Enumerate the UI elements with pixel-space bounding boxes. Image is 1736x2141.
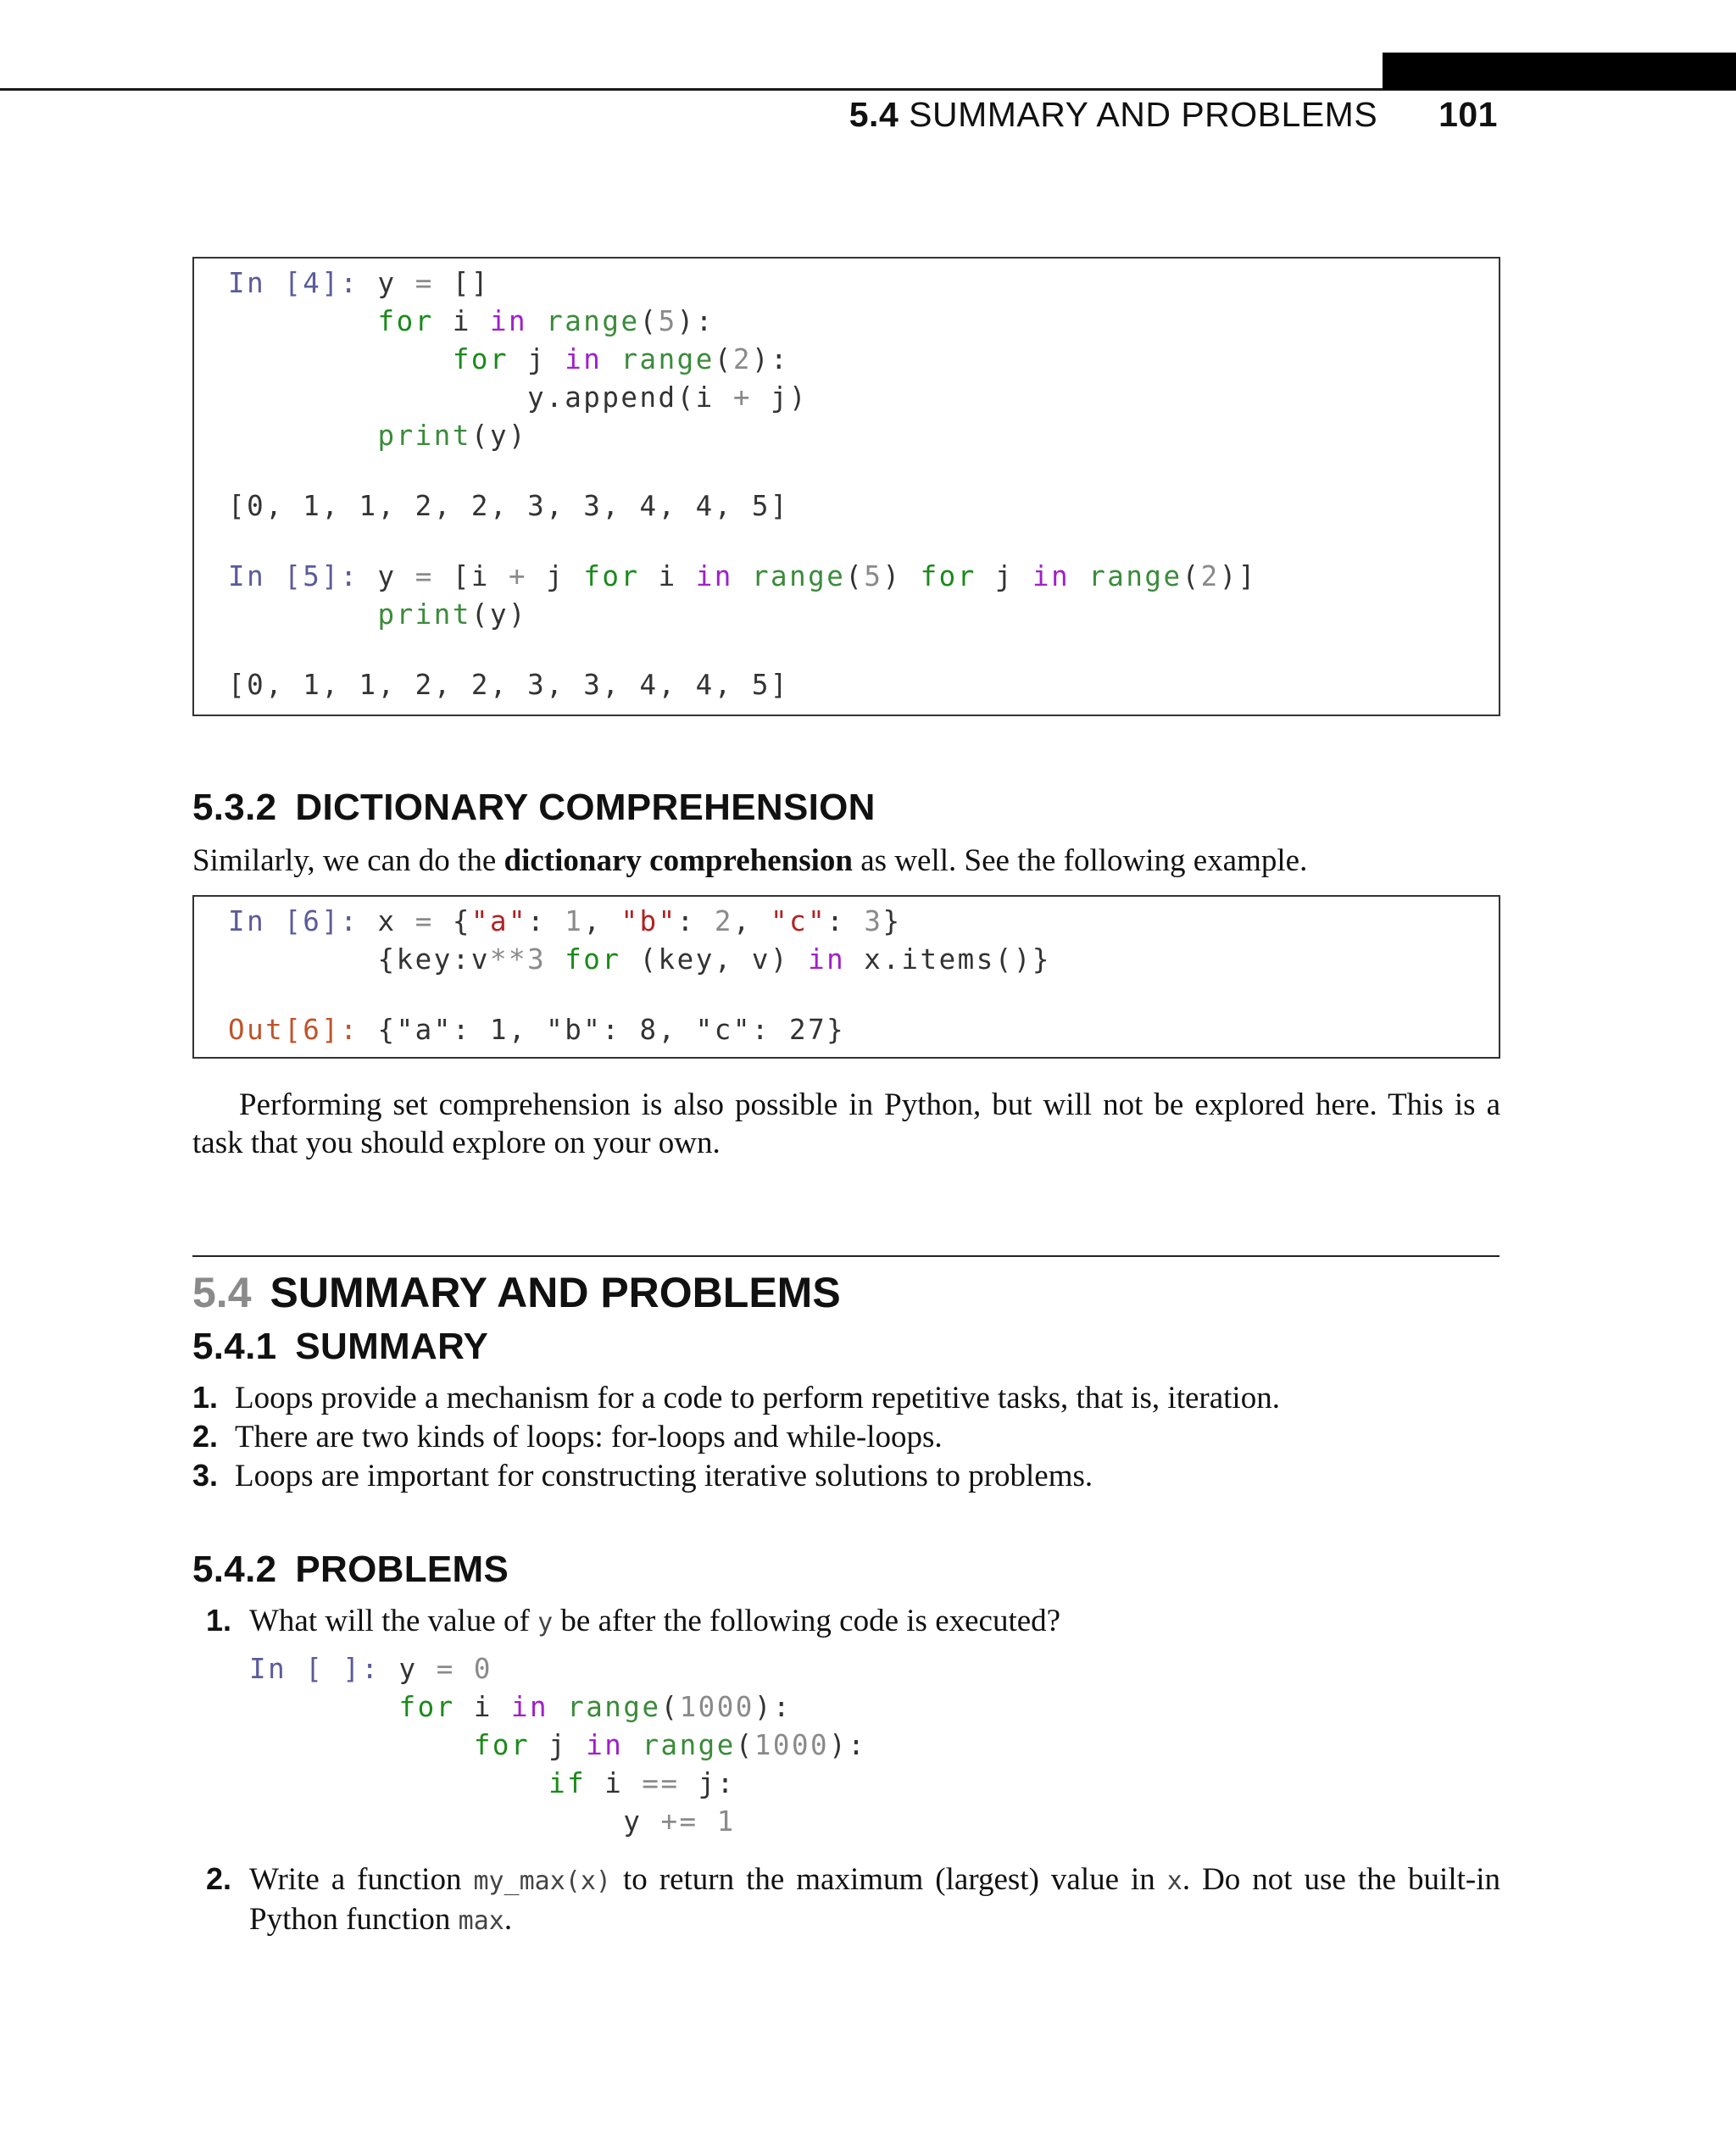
section-rule [192, 1255, 1500, 1257]
code-token [698, 1805, 717, 1838]
code-token: print [377, 598, 471, 631]
code-token: for [920, 560, 976, 592]
code-token: + [509, 560, 528, 592]
code-token: i [639, 560, 696, 592]
code-token: j [976, 560, 1032, 592]
code-token: [] [433, 267, 490, 299]
code-token: (y) [470, 598, 528, 631]
code-token: In [6]: [228, 905, 378, 937]
list-number: 3. [192, 1458, 219, 1493]
list-item [192, 1417, 1280, 1456]
code-token [249, 1729, 474, 1761]
code-token: + [732, 381, 752, 414]
heading-title: SUMMARY [295, 1326, 489, 1367]
code-token: In [5]: [228, 560, 378, 592]
code-token: {"a": 1, "b": 8, "c": 27} [377, 1014, 846, 1046]
code-token [249, 1767, 548, 1799]
code-token: j) [751, 381, 809, 414]
code-token: ( [639, 305, 659, 337]
code-token: i [586, 1767, 643, 1799]
code-token: {key:v [228, 943, 490, 976]
code-line [228, 343, 789, 375]
code-token: 2 [714, 905, 733, 937]
code-token: in [808, 943, 846, 976]
code-token: **3 [489, 943, 547, 976]
code-token: j: [679, 1767, 736, 1799]
heading-title: DICTIONARY COMPREHENSION [295, 787, 876, 828]
code-token: 1 [565, 905, 584, 937]
code-token: = [436, 1653, 455, 1685]
heading-5-3-2 [192, 787, 876, 829]
code-token: ): [829, 1729, 867, 1761]
code-token: ( [845, 560, 865, 592]
code-line [249, 1653, 492, 1685]
code-token: = [415, 560, 434, 592]
code-token: j [527, 560, 584, 592]
running-head [849, 95, 1498, 135]
summary-list [192, 1378, 1280, 1495]
code-token: )] [1219, 560, 1257, 592]
intro-bold-term: dictionary comprehension [504, 843, 853, 878]
code-token: range [546, 305, 640, 337]
problem-text: . [504, 1902, 513, 1937]
problem-text: Write a function [249, 1862, 474, 1897]
code-token: ( [735, 1729, 754, 1761]
code-token: : [527, 905, 565, 937]
code-token: 5 [864, 560, 883, 592]
code-token: j [509, 343, 565, 375]
code-token: range [642, 1729, 736, 1761]
code-token: for [565, 943, 621, 976]
heading-title: PROBLEMS [295, 1549, 509, 1590]
code-token: , [583, 905, 621, 937]
code-token: , [732, 905, 771, 937]
code-token: (y) [470, 420, 528, 452]
problem-number: 1. [206, 1603, 232, 1638]
code-token: for [398, 1691, 455, 1723]
code-token [228, 420, 378, 452]
heading-title: SUMMARY AND PROBLEMS [270, 1269, 841, 1316]
code-token: y [377, 267, 415, 299]
problem-text: . Do not use the built-in [1182, 1862, 1500, 1897]
code-token: for [452, 343, 509, 375]
code-token: x.items()} [845, 943, 1051, 976]
problem-line [206, 1860, 1500, 1900]
problem-line [206, 1900, 1500, 1940]
code-token: for [583, 560, 640, 592]
code-token: in [586, 1729, 624, 1761]
code-token: ): [676, 305, 715, 337]
heading-5-4-2 [192, 1549, 509, 1591]
code-token: y [377, 560, 415, 592]
code-token: { [433, 905, 471, 937]
problem-text: What will the value of [249, 1604, 538, 1638]
code-token [548, 1691, 567, 1723]
paragraph-line: Performing set comprehension is also possible in Python, but will not be explored here. This is a [239, 1087, 1500, 1122]
problem-text: Python function [249, 1902, 459, 1937]
list-number: 1. [192, 1380, 219, 1415]
code-line [228, 598, 527, 631]
code-token: 1 [716, 1805, 736, 1838]
code-token [249, 1691, 399, 1723]
code-token: 3 [864, 905, 883, 937]
problem-text: to return the maximum (largest) value in [611, 1862, 1167, 1897]
list-text: Loops provide a mechanism for a code to perform repetitive tasks, that is, iteration. [235, 1381, 1280, 1415]
inline-code: y [537, 1608, 554, 1638]
code-token: ( [1182, 560, 1201, 592]
code-token: += [660, 1805, 698, 1838]
code-token: for [473, 1729, 531, 1761]
code-token: (key, v) [620, 943, 809, 976]
code-token: in [695, 560, 733, 592]
code-token: y [249, 1805, 661, 1838]
code-token [527, 305, 546, 337]
list-text: There are two kinds of loops: for-loops and while-loops. [235, 1420, 943, 1454]
list-number: 2. [192, 1419, 219, 1454]
code-token: 2 [732, 343, 752, 375]
intro-text-end: as well. See the following example. [852, 843, 1308, 878]
code-token: 1000 [679, 1691, 754, 1723]
code-token: [0, 1, 1, 2, 2, 3, 3, 4, 4, 5] [228, 669, 789, 701]
code-line [228, 305, 715, 337]
code-token: "c" [771, 905, 827, 937]
code-line [228, 560, 1257, 592]
code-line [249, 1805, 736, 1838]
code-token: ( [660, 1691, 680, 1723]
code-token: == [642, 1767, 680, 1799]
code-token: for [377, 305, 434, 337]
heading-5-4-1 [192, 1326, 488, 1368]
code-token: i [433, 305, 490, 337]
code-line [249, 1691, 792, 1723]
code-cell-in4-in5 [192, 257, 1500, 716]
code-token: In [4]: [228, 267, 378, 299]
list-text: Loops are important for constructing iterative solutions to problems. [235, 1459, 1093, 1493]
intro-text: Similarly, we can do the [192, 843, 504, 878]
code-line [228, 267, 490, 299]
code-line [228, 669, 789, 701]
code-token: ) [882, 560, 921, 592]
code-token: 0 [473, 1653, 492, 1685]
code-token: in [489, 305, 528, 337]
code-token: = [415, 905, 434, 937]
code-token: = [415, 267, 434, 299]
heading-number: 5.4.2 [192, 1549, 277, 1590]
code-token: in [565, 343, 603, 375]
code-token [733, 560, 752, 592]
code-token: : [826, 905, 865, 937]
code-line [228, 943, 1051, 976]
code-token [546, 943, 565, 976]
paragraph-line: task that you should explore on your own. [192, 1126, 721, 1160]
code-token: range [567, 1691, 661, 1723]
code-token: print [377, 420, 471, 452]
problem-1 [206, 1601, 1060, 1642]
code-token [228, 343, 453, 375]
code-line [249, 1767, 736, 1799]
code-token [1070, 560, 1088, 592]
code-token: ( [714, 343, 733, 375]
code-token: } [882, 905, 902, 937]
code-token: j [530, 1729, 587, 1761]
heading-number: 5.3.2 [192, 787, 277, 828]
code-token: ): [754, 1691, 793, 1723]
code-line [228, 490, 789, 522]
code-token: : [676, 905, 715, 937]
header-black-tab [1383, 53, 1736, 90]
code-token: In [ ]: [249, 1653, 399, 1685]
code-token: range [1088, 560, 1182, 592]
page-number: 101 [1438, 95, 1498, 134]
heading-number: 5.4.1 [192, 1326, 277, 1367]
code-token [228, 598, 378, 631]
problem-text: be after the following code is executed? [553, 1604, 1061, 1638]
code-token: Out[6]: [228, 1014, 378, 1046]
heading-number: 5.4 [192, 1269, 252, 1316]
code-line [249, 1729, 866, 1761]
code-token [623, 1729, 642, 1761]
code-token [228, 305, 378, 337]
list-item [192, 1456, 1280, 1495]
code-token: x [377, 905, 415, 937]
code-token: in [510, 1691, 549, 1723]
code-token: "b" [620, 905, 677, 937]
heading-5-4 [192, 1268, 841, 1317]
code-token [602, 343, 620, 375]
code-token: range [620, 343, 715, 375]
code-token: if [548, 1767, 587, 1799]
code-token: range [751, 560, 846, 592]
inline-code: x [1166, 1866, 1182, 1896]
code-line [228, 381, 808, 414]
code-token: 5 [658, 305, 677, 337]
code-token: 1000 [754, 1729, 830, 1761]
code-token: "a" [470, 905, 528, 937]
code-token: y [398, 1653, 437, 1685]
code-token: ): [751, 343, 790, 375]
code-token: [0, 1, 1, 2, 2, 3, 3, 4, 4, 5] [228, 490, 789, 522]
code-line [228, 1014, 845, 1046]
list-item [192, 1378, 1280, 1417]
set-comprehension-paragraph [192, 1086, 1500, 1162]
code-token: i [454, 1691, 511, 1723]
code-token: y.append(i [228, 381, 733, 414]
code-cell-in6 [192, 895, 1500, 1059]
code-line [228, 420, 527, 452]
running-head-section-number: 5.4 [849, 95, 899, 134]
running-head-title: SUMMARY AND PROBLEMS [909, 95, 1378, 134]
code-token: in [1032, 560, 1071, 592]
problem-number: 2. [206, 1861, 232, 1896]
code-line [228, 905, 902, 937]
code-token: [i [433, 560, 509, 592]
inline-code: my_max(x) [473, 1866, 611, 1896]
code-token: 2 [1200, 560, 1220, 592]
problem-2 [206, 1860, 1500, 1940]
inline-code: max [458, 1906, 504, 1936]
dict-comprehension-intro [192, 842, 1307, 880]
code-token [455, 1653, 474, 1685]
